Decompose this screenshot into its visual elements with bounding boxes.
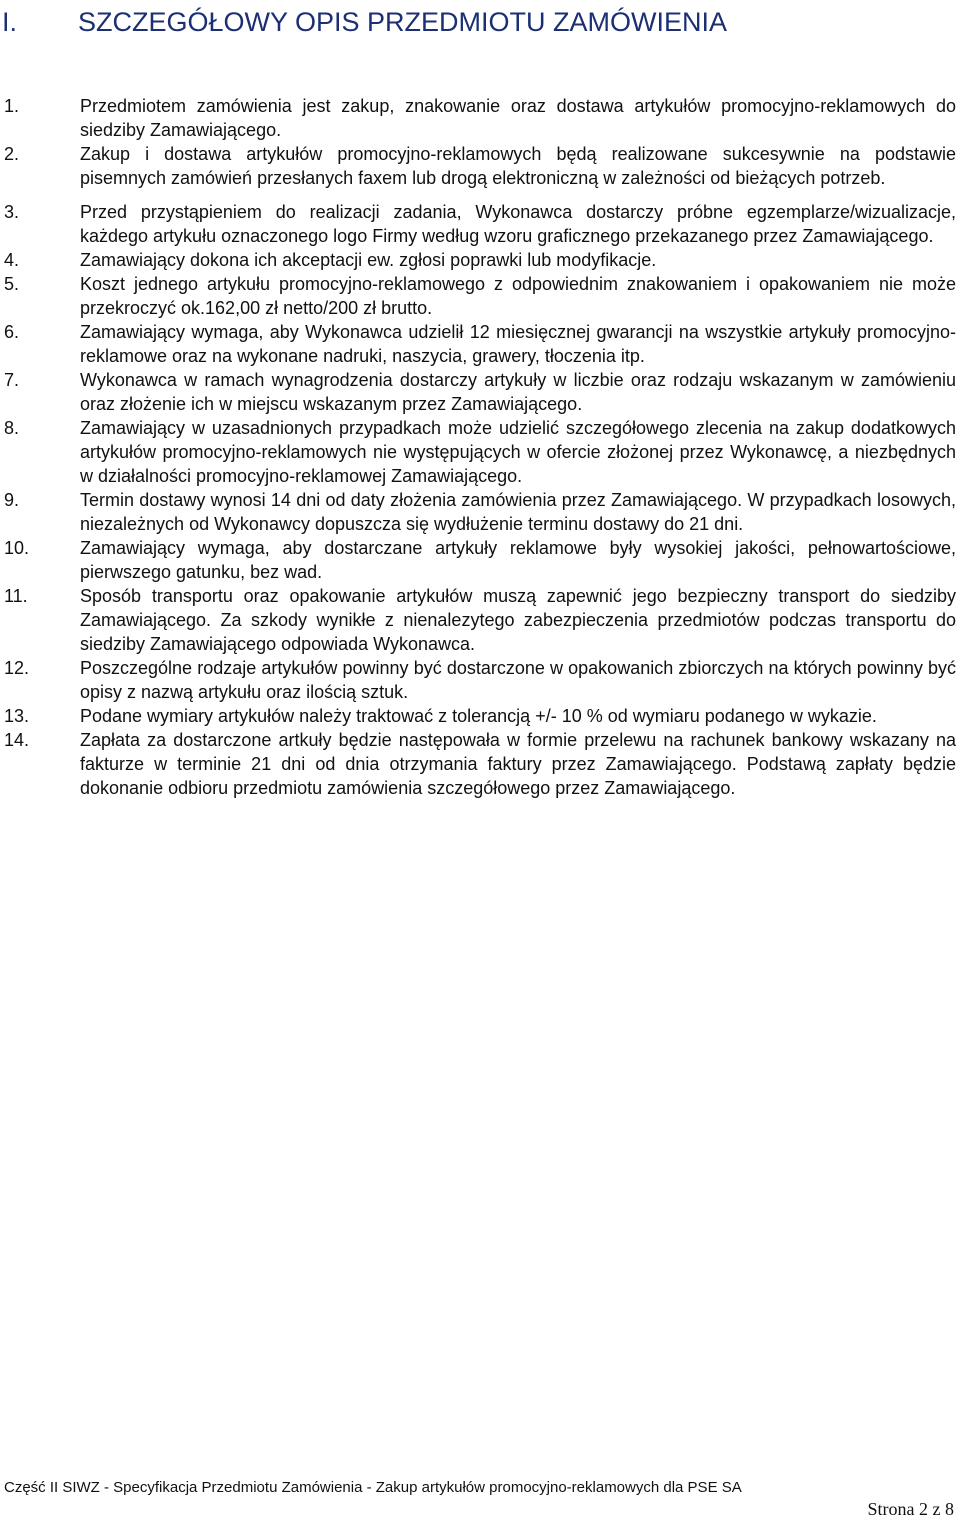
- item-number: 5.: [4, 274, 20, 294]
- item-number: 9.: [4, 490, 20, 510]
- list-item: [0, 416, 956, 488]
- item-number: 4.: [4, 250, 20, 270]
- section-number: I.: [2, 6, 18, 37]
- item-number: 13.: [4, 706, 30, 726]
- item-text: Zapłata za dostarczone artkuły będzie następowała w formie przelewu na rachunek bankowy wskazany na fakturze w terminie 21 dni od dnia otrzymania faktury przez Zamawiającego. Podstawą zapłaty będzie dokonanie odbioru przedmiotu zamówienia szczegółowego przez Zamawiającego.: [80, 730, 956, 798]
- list-item: [0, 94, 956, 142]
- list-item: [0, 248, 956, 272]
- item-text: Przedmiotem zamówienia jest zakup, znakowanie oraz dostawa artykułów promocyjno-reklamowych do siedziby Zamawiającego.: [80, 96, 956, 140]
- list-item: [0, 728, 956, 800]
- item-number: 12.: [4, 658, 30, 678]
- item-text: Koszt jednego artykułu promocyjno-reklamowego z odpowiednim znakowaniem i opakowaniem nie może przekroczyć ok.162,00 zł netto/200 zł brutto.: [80, 274, 956, 318]
- section-title: SZCZEGÓŁOWY OPIS PRZEDMIOTU ZAMÓWIENIA: [78, 6, 728, 37]
- item-text: Zamawiający wymaga, aby Wykonawca udzielił 12 miesięcznej gwarancji na wszystkie artykuły promocyjno-reklamowe oraz na wykonane nadruki, naszycia, grawery, tłoczenia itp.: [80, 322, 956, 366]
- page-number: Strona 2 z 8: [867, 1499, 954, 1519]
- item-number: 8.: [4, 418, 20, 438]
- item-text: Podane wymiary artykułów należy traktować z tolerancją +/- 10 % od wymiaru podanego w wykazie.: [80, 706, 877, 726]
- list-item: [0, 656, 956, 704]
- item-text: Zamawiający wymaga, aby dostarczane artykuły reklamowe były wysokiej jakości, pełnowartościowe, pierwszego gatunku, bez wad.: [80, 538, 956, 582]
- list-item: [0, 200, 956, 248]
- item-number: 2.: [4, 144, 20, 164]
- list-item: [0, 536, 956, 584]
- item-number: 10.: [4, 538, 30, 558]
- item-text: Poszczególne rodzaje artykułów powinny być dostarczone w opakowanich zbiorczych na których powinny być opisy z nazwą artykułu oraz ilością sztuk.: [80, 658, 956, 702]
- item-text: Zamawiający w uzasadnionych przypadkach może udzielić szczegółowego zlecenia na zakup dodatkowych artykułów promocyjno-reklamowych nie występujących w ofercie złożonej przez Wykonawcę, a niezbędnych w działalności promocyjno-reklamowej Zamawiającego.: [80, 418, 956, 486]
- list-item: [0, 320, 956, 368]
- item-number: 1.: [4, 96, 20, 116]
- item-text: Zakup i dostawa artykułów promocyjno-reklamowych będą realizowane sukcesywnie na podstawie pisemnych zamówień przesłanych faxem lub drogą elektroniczną w zależności od bieżących potrzeb.: [80, 144, 956, 188]
- item-text: Wykonawca w ramach wynagrodzenia dostarczy artykuły w liczbie oraz rodzaju wskazanym w zamówieniu oraz złożenie ich w miejscu wskazanym przez Zamawiającego.: [80, 370, 956, 414]
- list-item: [0, 488, 956, 536]
- item-text: Przed przystąpieniem do realizacji zadania, Wykonawca dostarczy próbne egzemplarze/wizualizacje, każdego artykułu oznaczonego logo Firmy według wzoru graficznego przekazanego przez Zamawiającego.: [80, 202, 956, 246]
- list-item: [0, 704, 956, 728]
- list-item: [0, 142, 956, 190]
- requirements-list: [0, 94, 956, 800]
- item-text: Zamawiający dokona ich akceptacji ew. zgłosi poprawki lub modyfikacje.: [80, 250, 657, 270]
- list-item: [0, 584, 956, 656]
- section-heading: [0, 4, 960, 40]
- item-number: 7.: [4, 370, 20, 390]
- item-number: 6.: [4, 322, 20, 342]
- list-item: [0, 368, 956, 416]
- item-text: Sposób transportu oraz opakowanie artykułów muszą zapewnić jego bezpieczny transport do siedziby Zamawiającego. Za szkody wynikłe z nienalezytego zabezpieczenia przedmiotów podczas transportu do siedziby Zamawiającego odpowiada Wykonawca.: [80, 586, 956, 654]
- item-number: 14.: [4, 730, 30, 750]
- item-number: 11.: [4, 586, 28, 606]
- page-footer: Część II SIWZ - Specyfikacja Przedmiotu Zamówienia - Zakup artykułów promocyjno-reklamowych dla PSE SA: [4, 1479, 742, 1496]
- list-item: [0, 272, 956, 320]
- item-text: Termin dostawy wynosi 14 dni od daty złożenia zamówienia przez Zamawiającego. W przypadkach losowych, niezależnych od Wykonawcy dopuszcza się wydłużenie terminu dostawy do 21 dni.: [80, 490, 956, 534]
- item-number: 3.: [4, 202, 20, 222]
